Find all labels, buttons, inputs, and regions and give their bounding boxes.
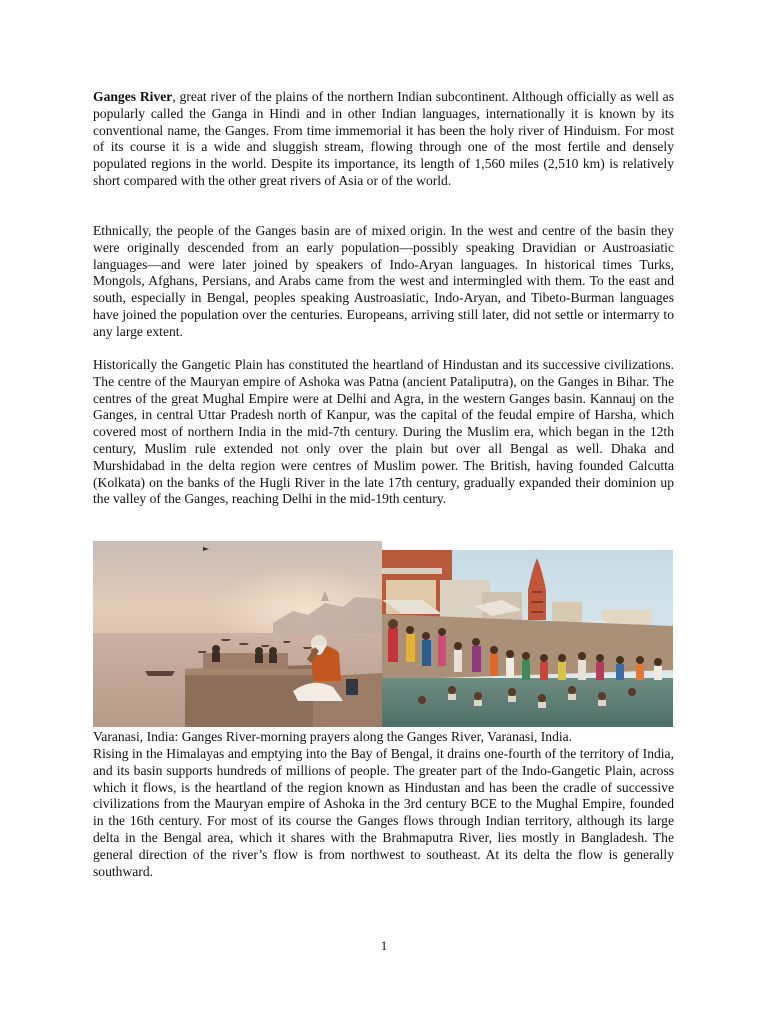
paragraph-intro-body: , great river of the plains of the northern Indian subcontinent. Although officially as well as popularly called the Ganga in Hindi and in other Indian languages, internationally it is known by its conventional name, the Ganges. From time immemorial it has been the holy river of Hinduism. For most of its course it is a wide and sluggish stream, flowing through one of the most fertile and densely populated regions in the world. Despite its importance, its length of 1,560 miles (2,510 km) is relatively short compared with the other great rivers of Asia or of the world. — [93, 89, 674, 188]
varanasi-bathing-ghats-photo — [382, 550, 673, 727]
varanasi-morning-prayer-photo — [93, 541, 382, 727]
page-number: 1 — [380, 938, 388, 953]
photo-caption: Varanasi, India: Ganges River-morning prayers along the Ganges River, Varanasi, India. — [93, 729, 573, 744]
paragraph-history: Historically the Gangetic Plain has constituted the heartland of Hindustan and its successive civilizations. The centre of the Mauryan empire of Ashoka was Patna (ancient Pataliputra), on the Ganges in Bihar. The centres of the great Mughal Empire were at Delhi and Agra, in the western Ganges basin. Kannauj on the Ganges, in central Uttar Pradesh north of Kanpur, was the capital of the feudal empire of Harsha, which covered most of northern India in the mid-7th century. During the Muslim era, which began in the 12th century, Muslim rule extended not only over the plain but over all Bengal as well. Dhaka and Murshidabad in the delta region were centres of Muslim power. The British, having founded Calcutta (Kolkata) on the banks of the Hugli River in the late 17th century, gradually expanded their dominion up the valley of the Ganges, reaching Delhi in the mid-19th century. — [93, 357, 674, 507]
paragraph-intro — [93, 89, 674, 190]
paragraph-ethnicity: Ethnically, the people of the Ganges basin are of mixed origin. In the west and centre of the basin they were originally descended from an early population—possibly speaking Dravidian or Austroasiatic languages—and were later joined by speakers of Indo-Aryan languages. In historical times Turks, Mongols, Afghans, Persians, and Arabs came from the west and intermingled with them. To the east and south, especially in Bengal, peoples speaking Austroasiatic, Indo-Aryan, and Tibeto-Burman languages have joined the population over the centuries. Europeans, arriving still later, did not settle or intermarry to any large extent. — [93, 223, 674, 339]
paragraph-geography: Rising in the Himalayas and emptying into the Bay of Bengal, it drains one-fourth of the territory of India, and its basin supports hundreds of millions of people. The greater part of the Indo-Gangetic Plain, across which it flows, is the heartland of the region known as Hindustan and has been the cradle of successive civilizations from the Mauryan empire of Ashoka in the 3rd century BCE to the Mughal Empire, founded in the 16th century. For most of its course the Ganges flows through Indian territory, although its large delta in the Bengal area, which it shares with the Brahmaputra River, lies mostly in Bangladesh. The general direction of the river’s flow is from northwest to southeast. At its delta the flow is generally southward. — [93, 746, 674, 879]
lead-term: Ganges River — [93, 89, 173, 104]
